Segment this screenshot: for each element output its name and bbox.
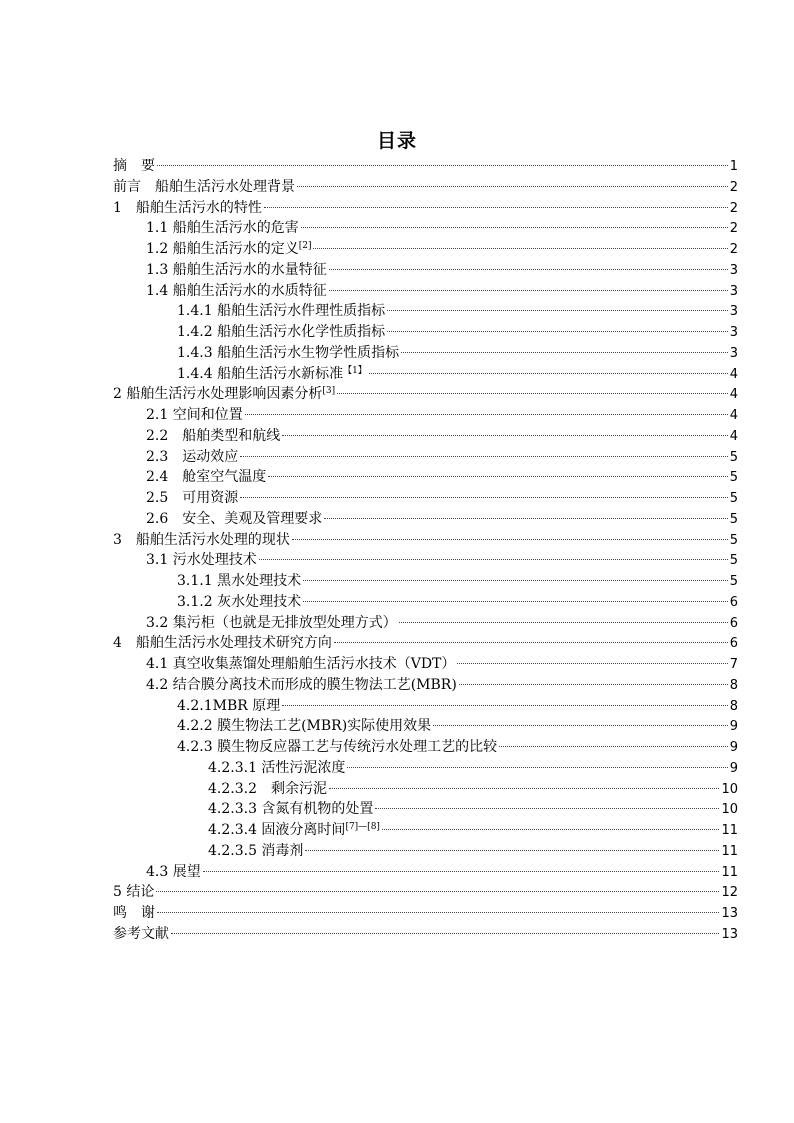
toc-entry-text — [208, 820, 380, 841]
toc-page-number: 3 — [729, 262, 738, 278]
toc-entry-citation: [3] — [322, 386, 336, 397]
toc-entry-label: 2.3 运动效应 — [146, 448, 239, 465]
toc-entry-label: 1.4 船舶生活污水的水质特征 — [146, 282, 327, 299]
toc-entry-text — [177, 343, 399, 364]
toc-entry-text — [177, 716, 431, 737]
toc-dot-leader — [301, 227, 728, 228]
toc-page-number: 10 — [721, 781, 738, 797]
toc-entry[interactable] — [113, 820, 738, 841]
toc-entry-label: 3.1.1 黑水处理技术 — [177, 573, 302, 589]
toc-page-number: 3 — [729, 325, 738, 340]
toc-entry[interactable] — [113, 447, 738, 468]
toc-page-number: 2 — [729, 200, 738, 216]
toc-page-number: 4 — [729, 408, 738, 423]
toc-page-number: 5 — [729, 553, 738, 569]
toc-entry[interactable] — [113, 841, 738, 862]
toc-entry-text — [113, 198, 262, 219]
toc-entry-label: 鸣 谢 — [113, 905, 155, 921]
toc-entry-text — [146, 239, 311, 260]
toc-dot-leader — [240, 456, 727, 457]
toc-entry-citation: [7]—[8] — [345, 822, 380, 832]
toc-entry[interactable] — [113, 426, 738, 447]
toc-dot-leader — [156, 891, 719, 892]
toc-entry-label: 2.5 可用资源 — [146, 490, 239, 506]
toc-dot-leader — [433, 725, 728, 726]
toc-entry-text — [177, 737, 497, 758]
toc-entry[interactable] — [113, 799, 738, 820]
toc-entry[interactable] — [113, 779, 738, 800]
toc-entry-label: 4.2.1MBR 原理 — [177, 697, 281, 714]
toc-entry[interactable] — [113, 696, 738, 717]
toc-entry[interactable] — [113, 343, 738, 364]
toc-entry-label: 1 船舶生活污水的特性 — [113, 199, 262, 216]
toc-dot-leader — [401, 352, 728, 353]
toc-entry-label: 摘 要 — [113, 158, 155, 174]
toc-entry[interactable] — [113, 571, 738, 592]
toc-entry[interactable] — [113, 467, 738, 488]
toc-entry[interactable] — [113, 384, 738, 405]
toc-page-number: 12 — [721, 885, 738, 901]
toc-page-number: 6 — [729, 594, 738, 610]
toc-dot-leader — [329, 269, 728, 270]
toc-entry[interactable] — [113, 924, 738, 945]
toc-page-number: 8 — [729, 698, 738, 714]
toc-entry-label: 3.2 集污柜（也就是无排放型处理方式） — [146, 614, 397, 631]
toc-entry-text — [113, 530, 290, 551]
toc-entry-text — [146, 426, 280, 447]
toc-entry[interactable] — [113, 281, 738, 302]
toc-page-number: 6 — [729, 615, 738, 631]
toc-entry[interactable] — [113, 903, 738, 924]
toc-entry-text — [146, 281, 327, 302]
toc-dot-leader — [387, 331, 728, 332]
toc-page-number: 7 — [729, 657, 738, 672]
toc-dot-leader — [203, 871, 720, 872]
toc-entry-label: 2.2 船舶类型和航线 — [146, 427, 281, 444]
toc-entry-text — [146, 405, 243, 426]
toc-dot-leader — [245, 414, 728, 415]
toc-entry-label: 1.3 船舶生活污水的水量特征 — [146, 261, 327, 278]
toc-entry[interactable] — [113, 613, 738, 634]
toc-entry[interactable] — [113, 633, 738, 654]
toc-dot-leader — [457, 663, 727, 664]
toc-entry[interactable] — [113, 550, 738, 571]
toc-entry-label: 4.2.3.5 消毒剂 — [208, 842, 304, 859]
toc-entry-label: 4.3 展望 — [146, 863, 201, 880]
toc-entry[interactable] — [113, 156, 738, 177]
toc-dot-leader — [313, 248, 727, 249]
toc-page-number: 11 — [721, 864, 738, 880]
toc-entry[interactable] — [113, 675, 738, 696]
toc-entry-text — [177, 571, 301, 592]
toc-dot-leader — [264, 207, 728, 208]
toc-dot-leader — [259, 559, 728, 560]
toc-dot-leader — [375, 808, 719, 809]
toc-dot-leader — [157, 912, 719, 913]
toc-entry-label: 4.2.3.2 剩余污泥 — [208, 780, 327, 797]
toc-entry[interactable] — [113, 758, 738, 779]
toc-entry-text — [146, 509, 322, 530]
toc-page-number: 3 — [729, 345, 738, 361]
toc-entry-text — [113, 633, 332, 654]
toc-dot-leader — [324, 518, 727, 519]
toc-page-number: 6 — [729, 636, 738, 652]
toc-dot-leader — [303, 601, 728, 602]
toc-dot-leader — [157, 165, 728, 166]
toc-entry-label: 2.6 安全、美观及管理要求 — [146, 510, 323, 527]
toc-entry-label: 1.2 船舶生活污水的定义 — [146, 241, 299, 257]
toc-entry-label: 1.4.1 船舶生活污水件理性质指标 — [177, 303, 386, 320]
toc-page-number: 10 — [721, 802, 738, 818]
toc-entry-text — [208, 758, 345, 779]
toc-entry-text — [208, 799, 373, 820]
toc-dot-leader — [399, 622, 728, 623]
toc-entry-text — [113, 903, 155, 924]
toc-page-number: 1 — [729, 159, 738, 174]
toc-entry[interactable] — [113, 509, 738, 530]
toc-page-number: 4 — [729, 428, 738, 444]
toc-entry[interactable] — [113, 737, 738, 758]
toc-entry-text — [146, 613, 397, 634]
toc-entry-label: 2.1 空间和位置 — [146, 407, 243, 423]
toc-dot-leader — [303, 580, 728, 581]
toc-entry-label: 4.2.3 膜生物反应器工艺与传统污水处理工艺的比较 — [177, 739, 498, 755]
toc-entry-text — [177, 301, 385, 322]
toc-page-number: 5 — [729, 449, 738, 465]
toc-page-number: 5 — [729, 470, 738, 486]
toc-entry-label: 1.4.2 船舶生活污水化学性质指标 — [177, 324, 386, 340]
toc-page-number: 5 — [729, 491, 738, 506]
toc-page-number: 2 — [729, 221, 738, 237]
toc-entry[interactable] — [113, 177, 738, 198]
toc-entry-label: 3.1 污水处理技术 — [146, 552, 257, 569]
toc-entry-label: 2 船舶生活污水处理影响因素分析 — [113, 386, 323, 403]
toc-entry[interactable] — [113, 592, 738, 613]
toc-entry-text — [113, 924, 169, 945]
toc-entry-citation: 【1】 — [343, 365, 367, 376]
toc-entry-label: 3 船舶生活污水处理的现状 — [113, 531, 290, 548]
toc-entry-text — [146, 550, 257, 571]
toc-entry[interactable] — [113, 654, 738, 675]
toc-entry-text — [146, 488, 238, 509]
toc-page-number: 11 — [721, 843, 738, 859]
toc-entry-label: 3.1.2 灰水处理技术 — [177, 593, 302, 610]
toc-entry[interactable] — [113, 239, 738, 260]
toc-entry-label: 4.2.3.4 固液分离时间 — [208, 822, 346, 838]
toc-entry[interactable] — [113, 322, 738, 343]
toc-page-number: 11 — [721, 823, 738, 838]
toc-entry-text — [177, 364, 367, 385]
toc-dot-leader — [171, 933, 719, 934]
toc-dot-leader — [305, 850, 719, 851]
toc-entry[interactable] — [113, 260, 738, 281]
toc-entry[interactable] — [113, 530, 738, 551]
toc-entry-label: 4.2.3.3 含氮有机物的处置 — [208, 801, 374, 818]
toc-dot-leader — [499, 746, 728, 747]
toc-dot-leader — [337, 393, 728, 394]
toc-entry[interactable] — [113, 198, 738, 219]
toc-page-number: 9 — [729, 760, 738, 776]
toc-dot-leader — [347, 767, 727, 768]
toc-entry-label: 1.4.3 船舶生活污水生物学性质指标 — [177, 344, 400, 361]
toc-entry-text — [113, 384, 335, 405]
toc-page-number: 4 — [729, 366, 738, 382]
toc-entry-text — [146, 862, 201, 883]
toc-entry-label: 1.4.4 船舶生活污水新标准 — [177, 365, 344, 382]
toc-entry[interactable] — [113, 716, 738, 737]
toc-entry-label: 4.2.3.1 活性污泥浓度 — [208, 759, 346, 776]
toc-page-number: 4 — [729, 387, 738, 403]
toc-dot-leader — [382, 829, 720, 830]
toc-page-number: 5 — [729, 532, 738, 548]
toc-entry-text — [146, 467, 266, 488]
toc-entry-label: 前言 船舶生活污水处理背景 — [113, 178, 295, 195]
toc-dot-leader — [459, 684, 728, 685]
toc-entry-text — [113, 882, 154, 903]
toc-entry-label: 4.2.2 膜生物法工艺(MBR)实际使用效果 — [177, 718, 432, 735]
toc-dot-leader — [282, 705, 727, 706]
toc-page-number: 3 — [729, 283, 738, 299]
toc-entry-label: 参考文献 — [113, 925, 169, 942]
toc-page-number: 8 — [729, 677, 738, 693]
toc-page-number: 13 — [721, 906, 738, 921]
toc-entry-text — [146, 447, 238, 468]
toc-entry[interactable] — [113, 364, 738, 385]
toc-title: 目录 — [376, 130, 417, 152]
toc-page-number: 13 — [721, 926, 738, 942]
toc-entry-citation: [2] — [298, 241, 312, 251]
toc-entry-text — [146, 675, 457, 696]
toc-dot-leader — [329, 290, 728, 291]
toc-page-number: 2 — [729, 242, 738, 257]
toc-entry-label: 1.1 船舶生活污水的危害 — [146, 220, 299, 237]
toc-entry-text — [177, 322, 385, 343]
toc-entry[interactable] — [113, 862, 738, 883]
toc-dot-leader — [240, 497, 727, 498]
toc-page-number: 9 — [729, 719, 738, 735]
toc-dot-leader — [369, 373, 728, 374]
toc-entry-text — [146, 654, 455, 675]
toc-dot-leader — [297, 186, 728, 187]
toc-entry[interactable] — [113, 405, 738, 426]
toc-entry-text — [177, 592, 301, 613]
toc-entry-label: 2.4 舱室空气温度 — [146, 469, 267, 486]
toc-dot-leader — [282, 435, 727, 436]
toc-entry[interactable] — [113, 882, 738, 903]
toc-entry[interactable] — [113, 488, 738, 509]
toc-entry[interactable] — [113, 301, 738, 322]
toc-page-number: 5 — [729, 574, 738, 589]
toc-dot-leader — [292, 539, 728, 540]
toc-entry-text — [208, 841, 303, 862]
toc-entry-label: 4 船舶生活污水处理技术研究方向 — [113, 635, 332, 652]
toc-entry-text — [113, 177, 295, 198]
toc-dot-leader — [268, 476, 727, 477]
toc-entry-text — [146, 260, 327, 281]
toc-page-number: 5 — [729, 511, 738, 527]
toc-entry-label: 5 结论 — [113, 884, 155, 901]
toc-entry[interactable] — [113, 218, 738, 239]
toc-entry-text — [208, 779, 327, 800]
toc-entry-text — [177, 696, 280, 717]
toc-page-number: 9 — [729, 740, 738, 755]
toc-entry-text — [146, 218, 299, 239]
table-of-contents — [113, 156, 738, 945]
toc-dot-leader — [329, 788, 719, 789]
toc-page-number: 3 — [729, 304, 738, 320]
toc-entry-label: 4.1 真空收集蒸馏处理船舶生活污水技术（VDT） — [146, 656, 456, 672]
toc-dot-leader — [387, 310, 728, 311]
toc-page-number: 2 — [729, 179, 738, 195]
toc-dot-leader — [334, 642, 728, 643]
toc-entry-label: 4.2 结合膜分离技术而形成的膜生物法工艺(MBR) — [146, 676, 457, 693]
toc-entry-text — [113, 156, 155, 177]
